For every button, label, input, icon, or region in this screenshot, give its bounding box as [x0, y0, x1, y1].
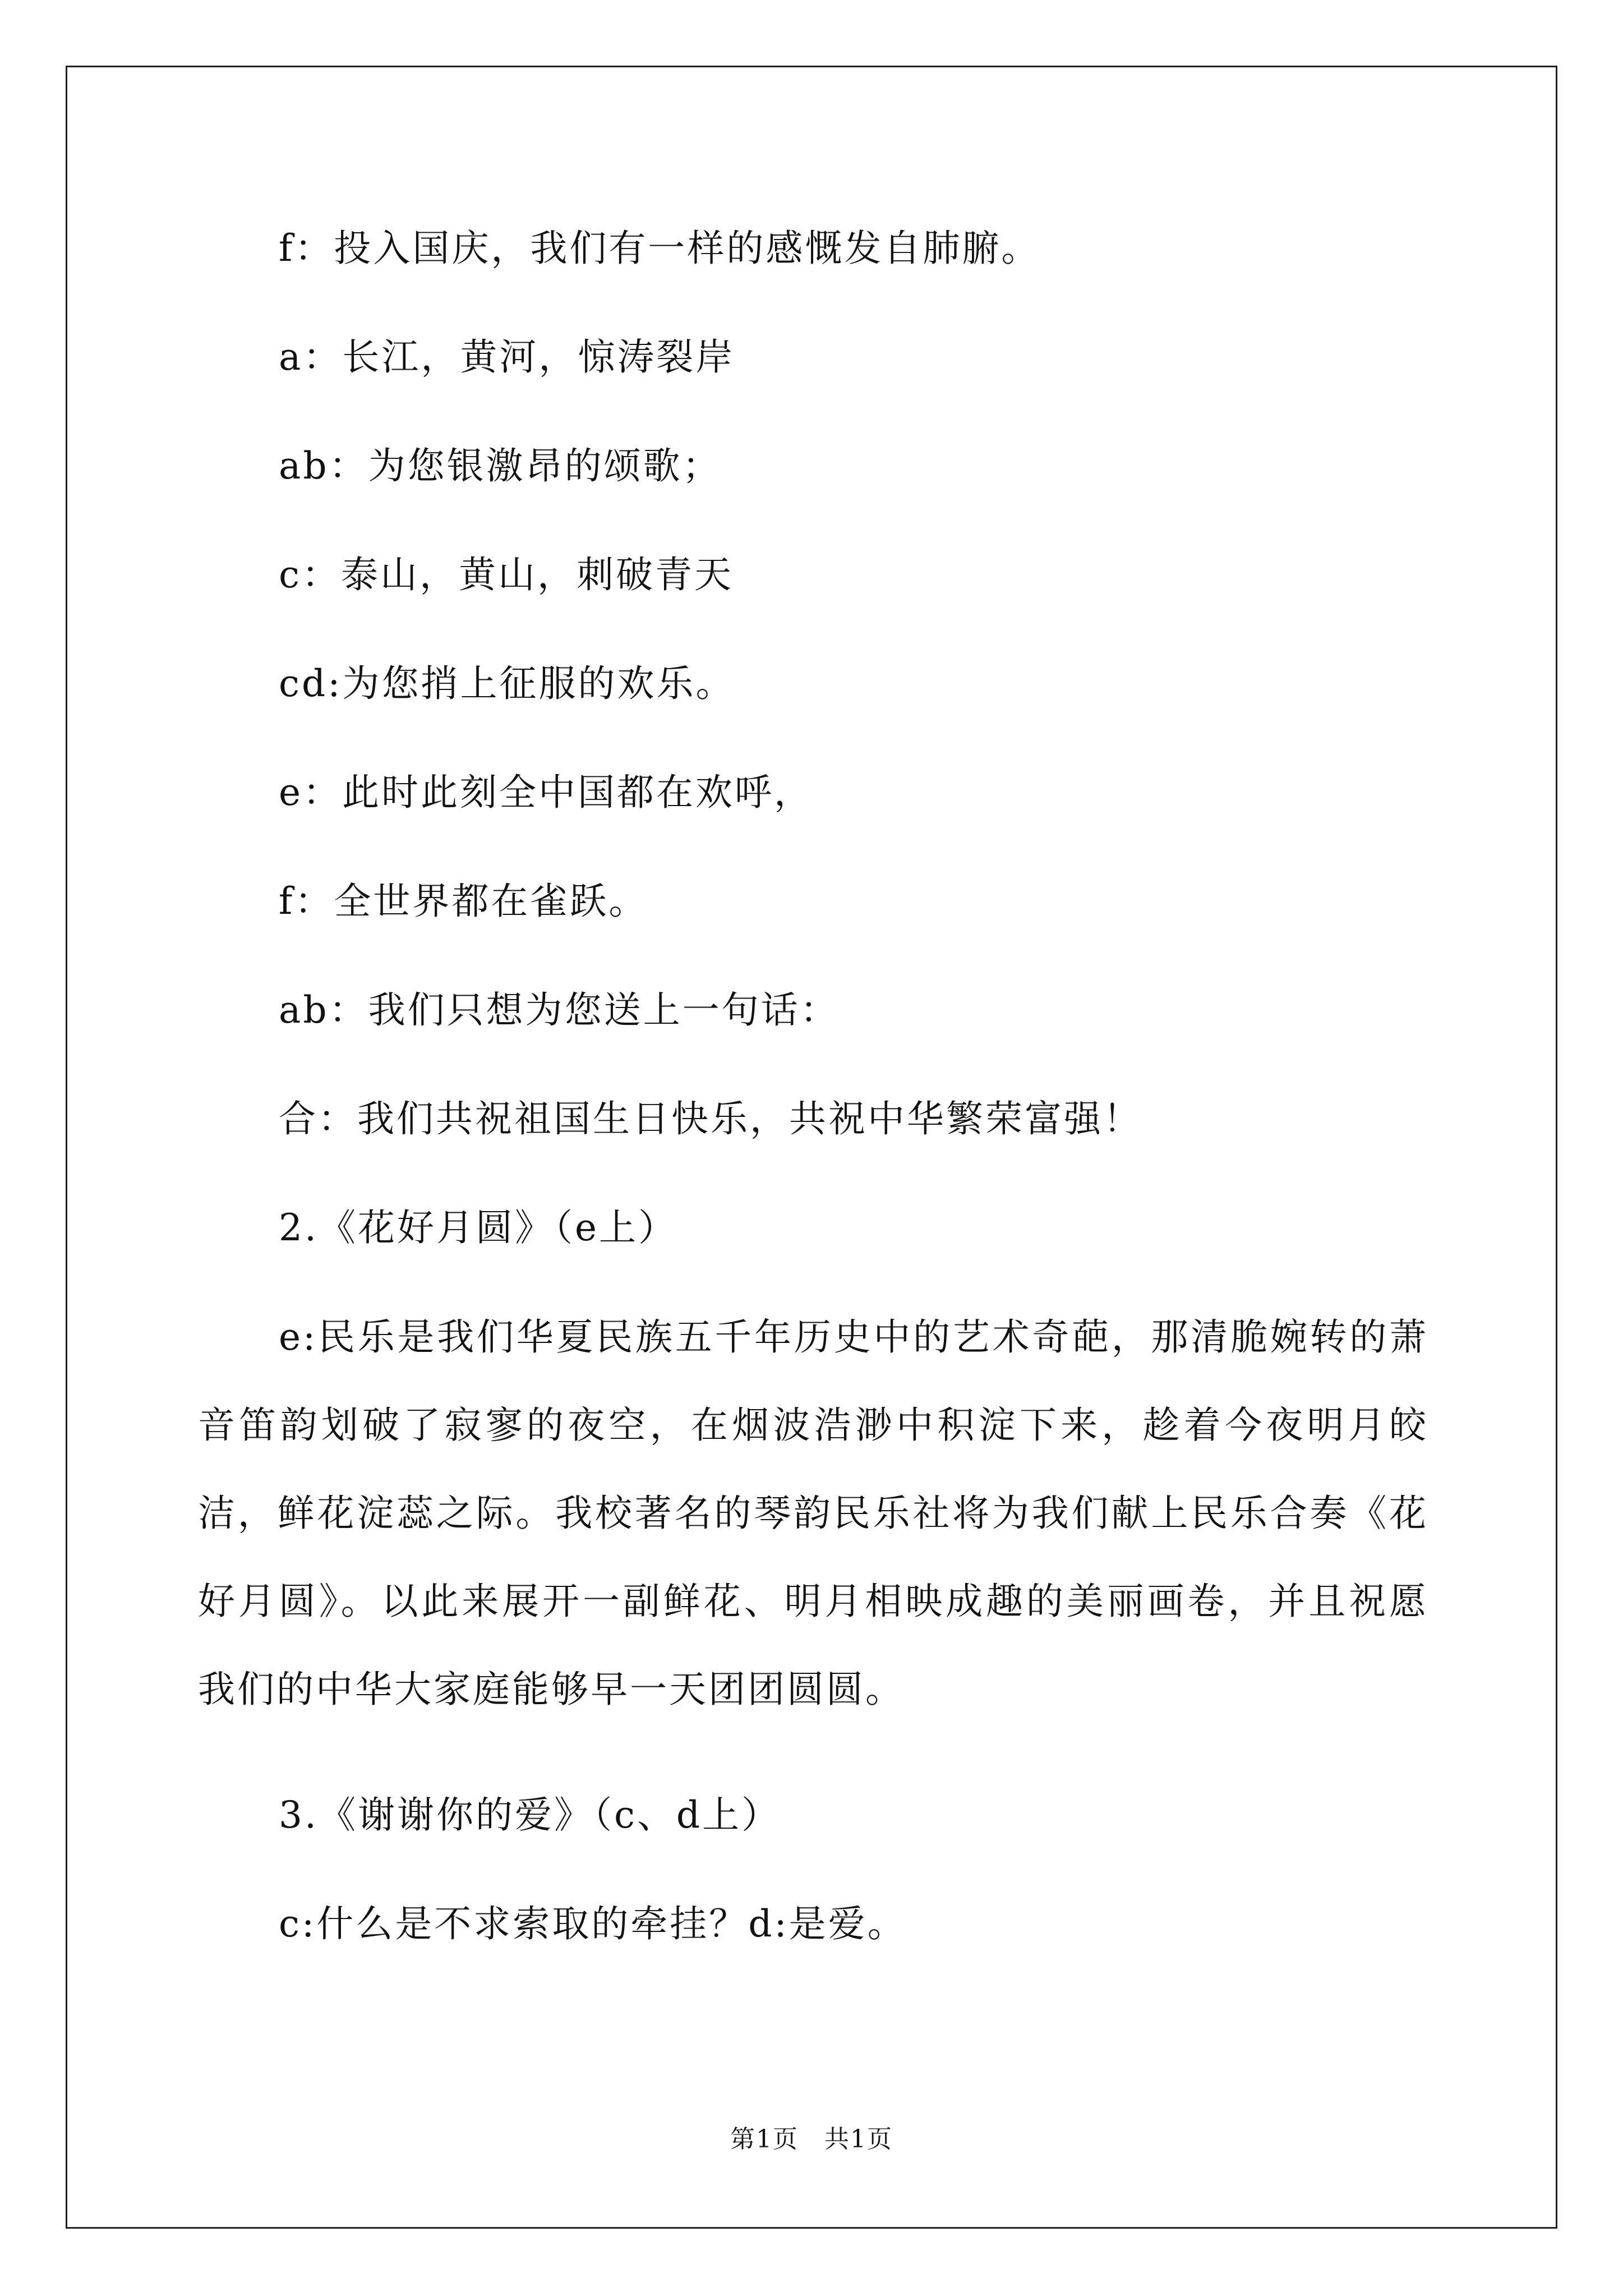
line-ab-1: ab：为您银激昂的颂歌；: [279, 444, 722, 487]
line-f-1: f：投入国庆，我们有一样的感慨发自肺腑。: [279, 227, 1041, 270]
line-a: a：长江，黄河，惊涛裂岸: [279, 335, 735, 379]
document-body: [198, 222, 1428, 2006]
line-c: c：泰山，黄山，刺破青天: [279, 553, 734, 596]
line-cd: cd:为您捎上征服的欢乐。: [279, 662, 735, 705]
section-heading-3: 3.《谢谢你的爱》（c、d上）: [279, 1793, 781, 1837]
line-f-2: f：全世界都在雀跃。: [279, 880, 648, 923]
line-e: e：此时此刻全中国都在欢呼，: [279, 771, 814, 814]
line-c-d: c:什么是不求索取的牵挂？d:是爱。: [279, 1902, 907, 1945]
section-heading-2: 2.《花好月圆》（e上）: [279, 1206, 678, 1249]
paragraph-e: e:民乐是我们华夏民族五千年历史中的艺术奇葩，那清脆婉转的萧音笛韵划破了寂寥的夜空，在烟波浩渺中积淀下来，趁着今夜明月皎洁，鲜花淀蕊之际。我校著名的琴韵民乐社将为我们献上民乐合奏《花好月圆》。以此来展开一副鲜花、明月相映成趣的美丽画卷，并且祝愿我们的中华大家庭能够早一天团团圆圆。: [198, 1315, 1428, 1711]
line-ab-2: ab：我们只想为您送上一句话：: [279, 988, 840, 1032]
page-footer: 第1页 共1页: [730, 2125, 893, 2154]
line-together: 合：我们共祝祖国生日快乐，共祝中华繁荣富强！: [279, 1097, 1142, 1140]
